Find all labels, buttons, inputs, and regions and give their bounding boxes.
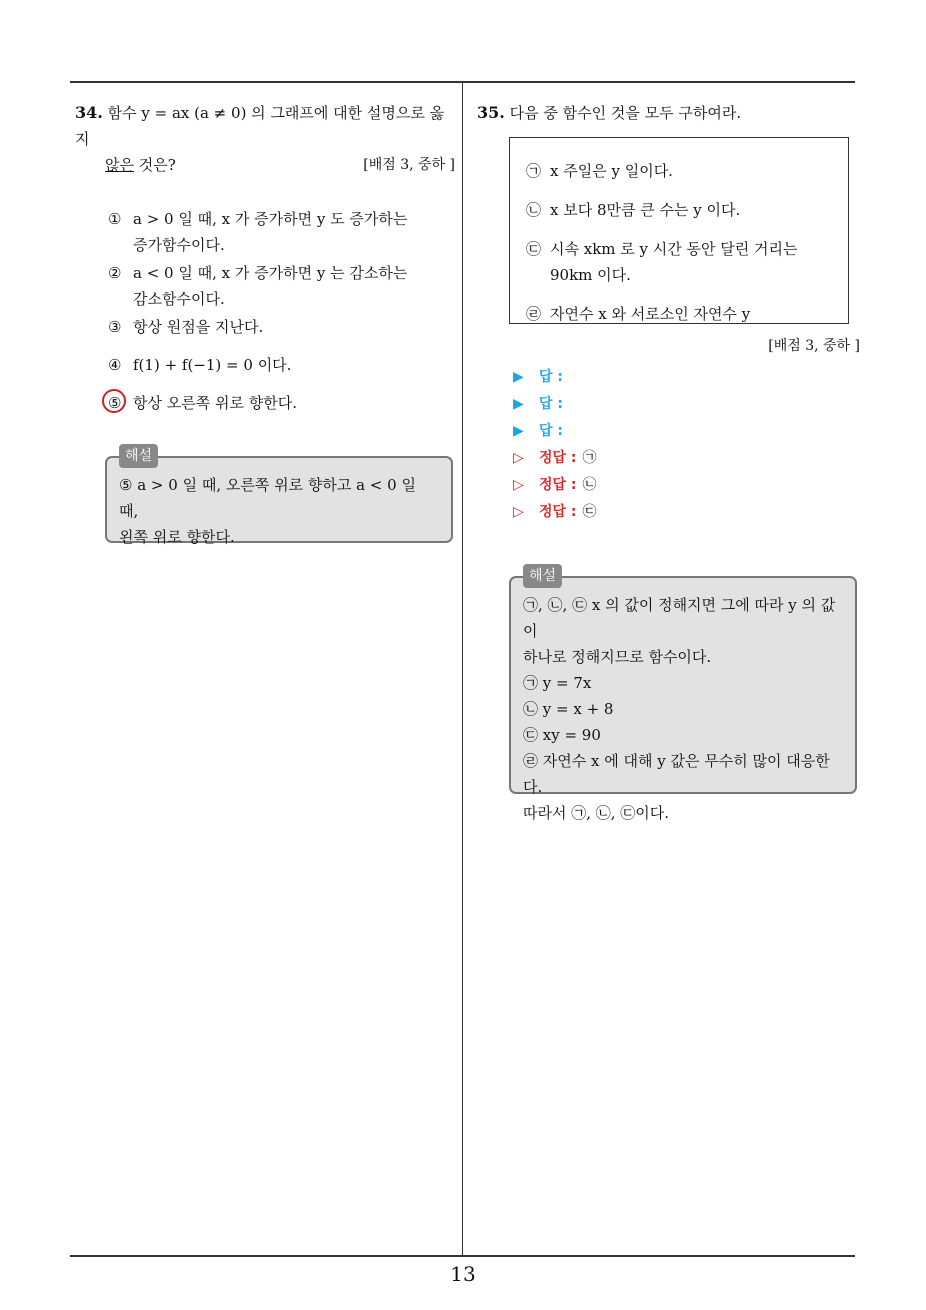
item-text: x 보다 8만큼 큰 수는 y 이다. [550,201,741,219]
explanation-line: ㉢ xy = 90 [523,726,601,744]
explanation-line: 왼쪽 위로 향한다. [119,528,235,546]
choice-number: ② [108,264,122,282]
explanation-line: 하나로 정해지므로 함수이다. [523,648,712,666]
explanation-line: 따라서 ㉠, ㉡, ㉢이다. [523,804,670,822]
correct-answer-value: ㉠ [582,450,597,466]
item-text: x 주일은 y 일이다. [550,162,673,180]
explanation-line: ㉡ y = x + 8 [523,700,614,718]
choice-number: ③ [108,318,122,336]
condition-box [509,137,849,324]
correct-answer-label: 정답 : [539,450,577,466]
red-outline-triangle-icon: ▷ [513,450,524,466]
choice-number: ① [108,210,122,228]
question-text: 함수 y = ax (a ≠ 0) 의 그래프에 대한 설명으로 옳지 [75,104,445,148]
bottom-rule [70,1255,855,1257]
choice-text: 항상 오른쪽 위로 향한다. [133,394,297,412]
item-text: 시속 xkm 로 y 시간 동안 달린 거리는 [550,240,798,258]
blue-triangle-icon: ▶ [513,396,524,412]
condition-item [526,197,832,223]
item-text: 자연수 x 와 서로소인 자연수 y [550,305,751,323]
choice-text: a > 0 일 때, x 가 증가하면 y 도 증가하는 [133,210,408,228]
answer-blank[interactable] [477,418,862,445]
question-35-line1 [477,100,862,126]
explanation-tag: 해설 [119,444,158,468]
correct-answer [477,472,862,499]
explanation-line: ㉠ y = 7x [523,674,592,692]
underlined-word: 않은 [105,156,134,174]
blue-triangle-icon: ▶ [513,369,524,385]
correct-answer-value: ㉢ [582,504,597,520]
explanation-box-34 [105,448,453,546]
answer-label: 답 : [539,369,563,385]
explanation-line: ㉣ 자연수 x 에 대해 y 값은 무수히 많이 대응한다. [523,752,830,796]
choice-3[interactable] [75,314,455,340]
item-number: ㉡ [526,201,542,219]
answer-blank[interactable] [477,364,862,391]
condition-item [526,236,832,288]
choice-text-cont: 증가함수이다. [133,236,225,254]
score-label: [배점 3, 중하 ] [768,338,860,354]
choice-5[interactable] [75,390,455,416]
choice-text: a < 0 일 때, x 가 증가하면 y 는 감소하는 [133,264,408,282]
item-number: ㉣ [526,305,542,323]
choice-text: f(1) + f(−1) = 0 이다. [133,356,292,374]
red-outline-triangle-icon: ▷ [513,504,524,520]
question-35 [477,100,862,530]
question-text: 다음 중 함수인 것을 모두 구하여라. [509,104,742,122]
choice-text: 항상 원점을 지난다. [133,318,264,336]
explanation-line: ⑤ a > 0 일 때, 오른쪽 위로 향하고 a < 0 일 때, [119,476,416,520]
explanation-box-35 [509,568,857,822]
question-34-line1 [75,100,455,152]
choice-text-cont: 감소함수이다. [133,290,225,308]
explanation-tag: 해설 [523,564,562,588]
correct-answer [477,499,862,526]
red-outline-triangle-icon: ▷ [513,477,524,493]
answer-blank[interactable] [477,391,862,418]
answer-label: 답 : [539,423,563,439]
correct-answer [477,445,862,472]
choice-2[interactable] [75,260,455,312]
choice-1[interactable] [75,206,455,258]
column-divider [462,82,463,1257]
item-number: ㉠ [526,162,542,180]
answer-label: 답 : [539,396,563,412]
question-number: 35. [477,103,505,122]
item-text-cont: 90km 이다. [550,266,631,284]
score-label: [배점 3, 중하 ] [363,157,455,173]
item-number: ㉢ [526,240,542,258]
question-34-line2 [75,152,455,178]
question-number: 34. [75,103,103,122]
condition-item [526,158,832,184]
question-text-rest: 것은? [133,156,176,174]
choice-number: ④ [108,356,122,374]
choice-4[interactable] [75,352,455,378]
correct-answer-value: ㉡ [582,477,597,493]
page-number: 13 [450,1262,476,1286]
explanation-line: ㉠, ㉡, ㉢ x 의 값이 정해지면 그에 따라 y 의 값이 [523,596,836,640]
choice-number: ⑤ [108,394,122,412]
correct-answer-label: 정답 : [539,504,577,520]
correct-answer-label: 정답 : [539,477,577,493]
condition-item [526,301,832,327]
blue-triangle-icon: ▶ [513,423,524,439]
